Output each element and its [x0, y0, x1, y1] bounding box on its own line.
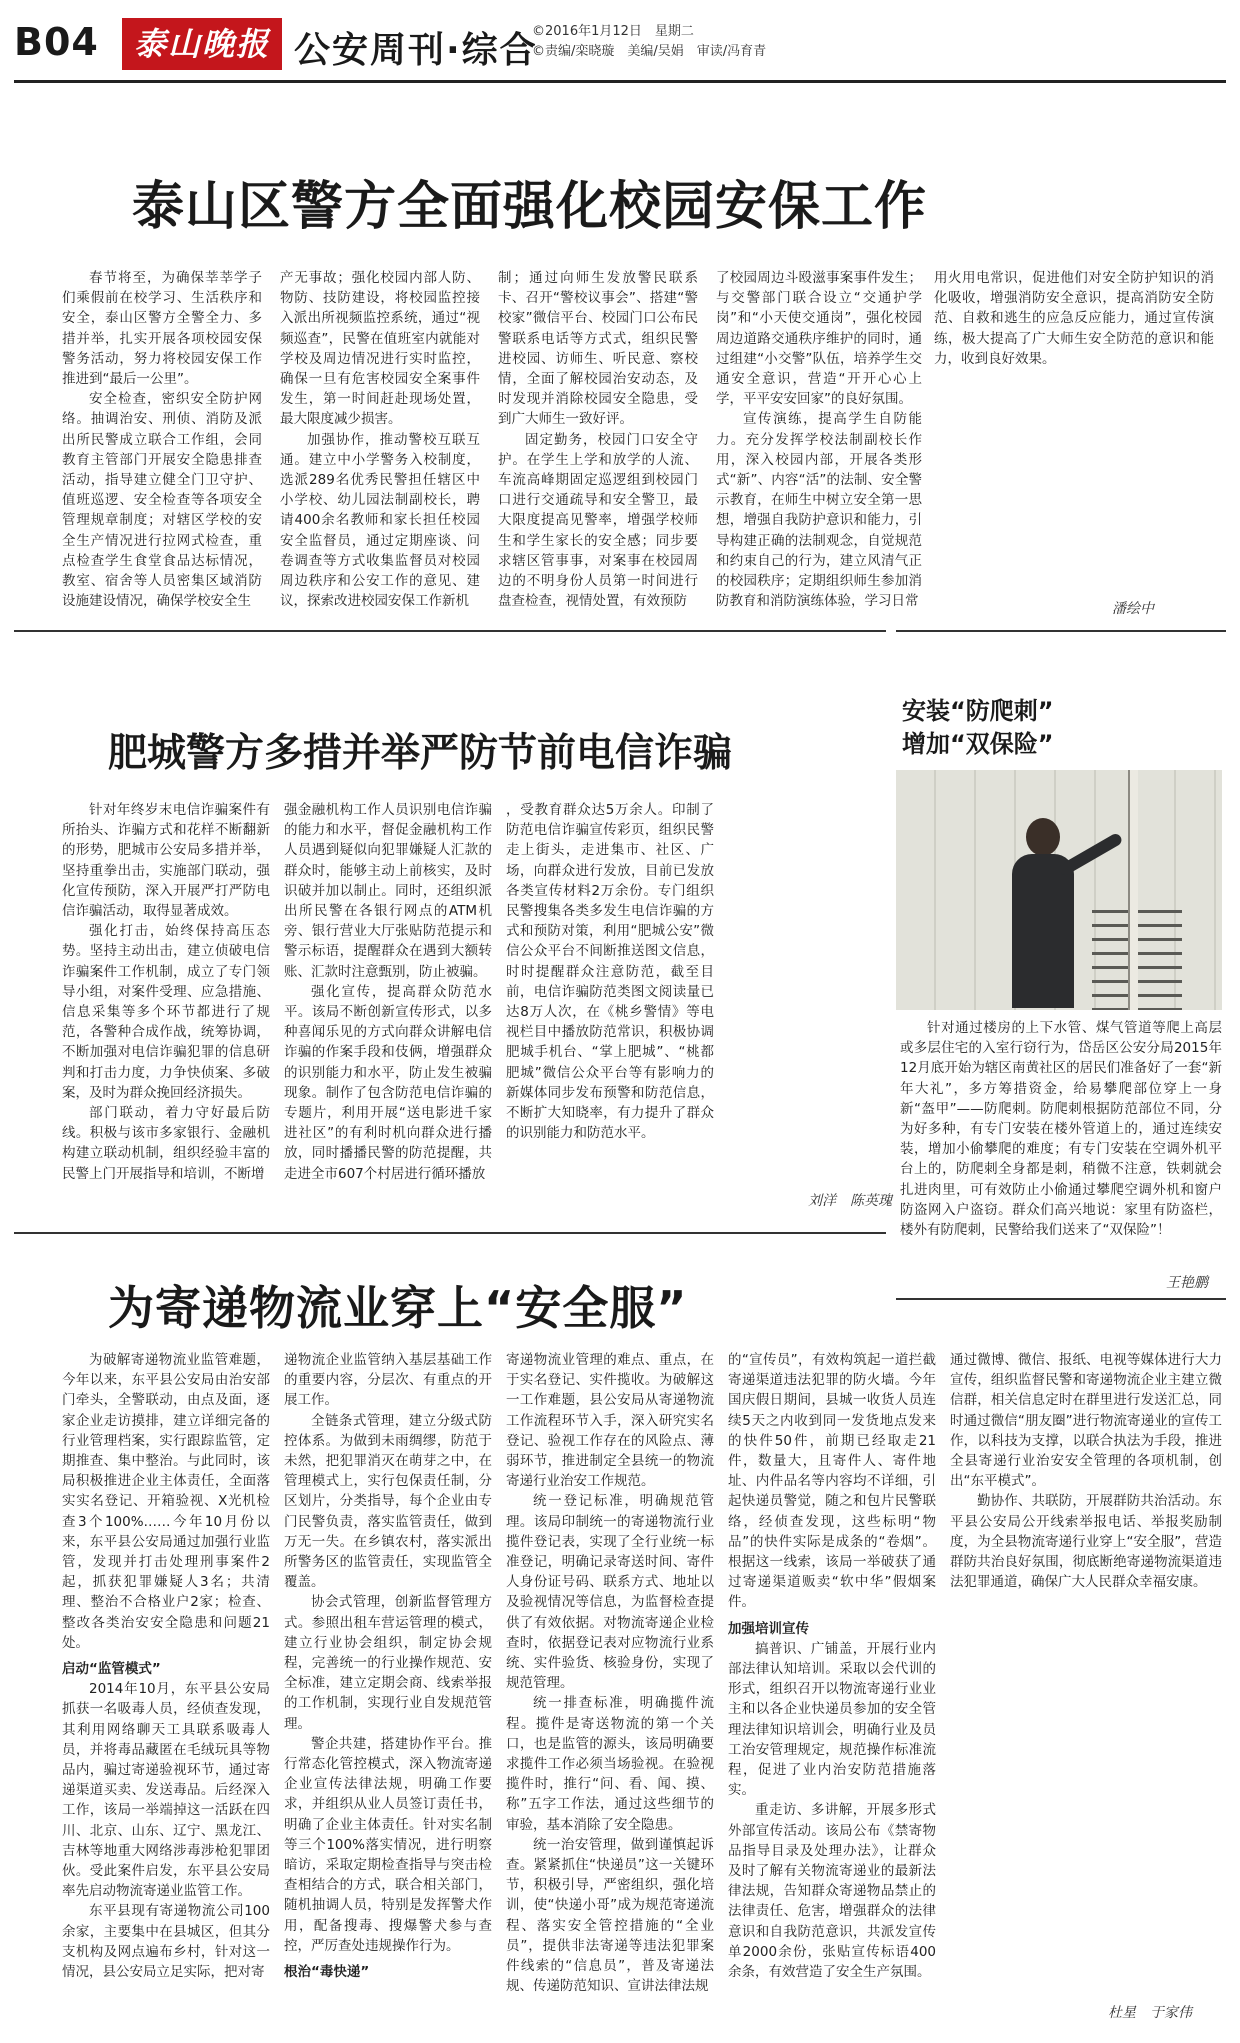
paragraph: 强金融机构工作人员识别电信诈骗的能力和水平，督促金融机构工作人员遇到疑似向犯罪嫌疑人汇款的群众时，能够主动上前核实，及时识破并加以制止。同时，还组织派出所民警在各银行网点的ATM机旁、银行营业大厅张贴防范提示和警示标语，提醒群众在遇到大额转账、汇款时注意甄别，防止被骗。	[284, 802, 492, 980]
paragraph: 用火用电常识，促进他们对安全防护知识的消化吸收，增强消防安全意识，提高消防安全防范、自救和逃生的应急反应能力，通过宣传演练，极大提高了广大师生安全防范的意识和能力，收到良好效果。	[934, 270, 1214, 367]
article2-byline: 刘洋 陈英瑰	[808, 1193, 892, 1209]
article2-headline: 肥城警方多措并举严防节前电信诈骗	[108, 731, 733, 776]
sidebar-headline	[902, 695, 1054, 761]
paragraph: 强化宣传，提高群众防范水平。该局不断创新宣传形式，以多种喜闻乐见的方式向群众讲解电信诈骗的作案手段和伎俩，增强群众的识别能力和水平，防止发生被骗现象。制作了包含防范电信诈骗的专题片，利用开展“送电影进千家进社区”的有利时机向群众进行播放，同时播播民警的防范提醒，共走进全市607个村居进行循环播放	[284, 983, 492, 1182]
divider	[14, 630, 886, 632]
page-number: B04	[14, 20, 99, 64]
article1-column-2	[280, 268, 480, 618]
article3-column-4	[728, 1350, 936, 2000]
paragraph: 搞普识、广铺盖，开展行业内部法律认知培训。采取以会代训的形式，组织召开以物流寄递行业业主和以各企业快递员参加的安全管理法律知识培训会，明确行业及员工治安管理规定，规范操作标准流程，促进了业内治安防范措施落实。	[728, 1640, 936, 1799]
paragraph: 了校园周边斗殴滋事案事件发生；与交警部门联合设立“交通护学岗”和“小天使交通岗”，强化校园周边道路交通秩序维护的同时，通过组建“小交警”队伍，培养学生交通安全意识，营造“开开心心上学，平平安安回家”的良好氛围。	[716, 270, 922, 408]
paragraph: 协会式管理，创新监督管理方式。参照出租车营运管理的模式，建立行业协会组织，制定协会规程，完善统一的行业操作规范、安全标准，建立定期会商、线索举报的工作机制，实现行业自发规范管理。	[284, 1594, 492, 1732]
paragraph: 安全检查，密织安全防护网络。抽调治安、刑侦、消防及派出所民警成立联合工作组，会同教育主管部门开展安全隐患排查活动，指导建立健全门卫守护、值班巡逻、安全检查等各项安全管理规章制度；对辖区学校的安全生产情况进行拉网式检查，重点检查学生食堂食品达标情况，教室、宿舍等人员密集区域消防设施建设情况，确保学校安全生	[62, 391, 262, 610]
article1-column-5	[934, 268, 1214, 588]
paragraph: 2014年10月，东平县公安局抓获一名吸毒人员，经侦查发现，其利用网络聊天工具联系吸毒人员，并将毒品藏匿在毛绒玩具等物品内，骗过寄递验视环节，通过寄递渠道买卖、发送毒品。后经深入工作，该局一举端掉这一活跃在四川、北京、山东、辽宁、黑龙江、吉林等地重大网络涉毒涉枪犯罪团伙。受此案件启发，东平县公安局率先启动物流寄递业监管工作。	[62, 1681, 270, 1900]
masthead	[14, 14, 1226, 76]
paragraph: ，受教育群众达5万余人。印制了防范电信诈骗宣传彩页，组织民警走上街头，走进集市、社区、广场，向群众进行发放，目前已发放各类宣传材料2万余份。专门组织民警搜集各类多发生电信诈骗的方式和预防对策，利用“肥城公安”微信公众平台不间断推送图文信息，时时提醒群众注意防范，截至目前，电信诈骗防范类图文阅读量已达8万人次，在《桃乡警情》等电视栏目中播放防范常识，积极协调肥城手机台、“掌上肥城”、“桃都肥城”微信公众平台等有影响力的新媒体同步发布预警和防范信息，不断扩大知晓率，有力提升了群众的识别能力和防范水平。	[506, 802, 714, 1142]
masthead-rule	[14, 80, 1226, 83]
newspaper-logo: 泰山晚报	[122, 18, 282, 70]
paragraph: 勤协作、共联防，开展群防共治活动。东平县公安局公开线索举报电话、举报奖励制度，为全县物流寄递行业穿上“安全服”，营造群防共治良好氛围，彻底断绝寄递物流渠道违法犯罪通道，确保广大人民群众幸福安康。	[950, 1493, 1222, 1591]
paragraph: 强化打击，始终保持高压态势。坚持主动出击，建立侦破电信诈骗案件工作机制，成立了专门领导小组，对案件受理、应急措施、信息采集等多个环节都进行了规范，各警种合成作战，统筹协调，不断加强对电信诈骗犯罪的信息研判和打击力度，力争快侦案、多破案，及时为群众挽回经济损失。	[62, 923, 270, 1101]
paragraph: 制；通过向师生发放警民联系卡、召开“警校议事会”、搭建“警校家”微信平台、校园门口公布民警联系电话等方式式，组织民警进校园、访师生、听民意、察校情，全面了解校园治安动态，及时发现并消除校园安全隐患，受到广大师生一致好评。	[498, 270, 698, 428]
paragraph: 通过微博、微信、报纸、电视等媒体进行大力宣传，组织监督民警和寄递物流企业主建立微信群，相关信息定时在群里进行发送汇总，同时通过微信“朋友圈”进行物流寄递业的宣传工作，以科技为支撑，以联合执法为手段，推进全县寄递行业治安安全管理的各项机制，创出“东平模式”。	[950, 1352, 1222, 1490]
article3-column-3	[506, 1350, 714, 2000]
person-figure	[1008, 818, 1078, 1008]
paragraph: 产无事故；强化校园内部人防、物防、技防建设，将校园监控接入派出所视频监控系统，通过“视频巡查”，民警在值班室内就能对学校及周边情况进行实时监控，确保一旦有危害校园安全案事件发生，第一时间赶赴现场处置，最大限度减少损害。	[280, 270, 480, 428]
article3-byline: 杜星 于家伟	[1108, 2005, 1192, 2021]
paragraph: 统一排查标准，明确揽件流程。揽件是寄送物流的第一个关口，也是监管的源头，该局明确要求揽件工作必须当场验视。在验视揽件时，推行“问、看、闻、摸、称”五字工作法，通过这些细节的审验，基本消除了安全隐患。	[506, 1695, 714, 1833]
article1-column-4	[716, 268, 922, 618]
paragraph: 重走访、多讲解，开展多形式外部宣传活动。该局公布《禁寄物品指导目录及处理办法》，让群众及时了解有关物流寄递业的最新法律法规，告知群众寄递物品禁止的法律责任、危害，增强群众的法律意识和自我防范意识，共派发宣传单2000余份，张贴宣传标语400余条，有效营造了安全生产氛围。	[728, 1802, 936, 1981]
subheading: 加强培训宣传	[728, 1620, 809, 1637]
subheading: 根治“毒快递”	[284, 1964, 370, 1981]
sidebar-headline-line2: 增加“双保险”	[902, 730, 1054, 758]
editors-line: ©责编/栾晓璇 美编/吴娟 审读/冯育青	[532, 44, 767, 59]
paragraph: 针对通过楼房的上下水管、煤气管道等爬上高层或多层住宅的入室行窃行为，岱岳区公安分局2015年12月底开始为辖区南黄社区的居民们准备好了一套“新年大礼”，多方筹措资金，给易攀爬部位穿上一身新“盔甲”——防爬刺。防爬刺根据防范部位不同，分为好多种，有专门安装在楼外管道上的，通过连续安装，增加小偷攀爬的难度；有专门安装在空调外机平台上的，防爬刺全身都是刺，稍微不注意，铁刺就会扎进肉里，可有效防止小偷通过攀爬空调外机和窗户防盗网入户盗窃。群众们高兴地说：家里有防盗栏，楼外有防爬刺，民警给我们送来了“双保险”！	[900, 1020, 1222, 1239]
article1-column-3	[498, 268, 698, 618]
paragraph: 固定勤务，校园门口安全守护。在学生上学和放学的人流、车流高峰期固定巡逻组到校园门口进行交通疏导和安全警卫，最大限度提高见警率，增强学校师生和学生家长的安全感；同步要求辖区管事事，对案事在校园周边的不明身份人员第一时间进行盘查检查，视情处置，有效预防	[498, 431, 698, 610]
sidebar-byline: 王艳鹏	[1166, 1275, 1208, 1291]
article3-column-2	[284, 1350, 492, 2000]
divider	[896, 1298, 1226, 1300]
article1-column-1	[62, 268, 262, 618]
paragraph: 全链条式管理，建立分级式防控体系。为做到未雨绸缪，防范于未然，把犯罪消灭在萌芽之中，在管理模式上，实行包保责任制，分区划片，分类指导，每个企业由专门民警负责，落实监管责任，做到万无一失。在乡镇农村，落实派出所警务区的监管责任，实现监管全覆盖。	[284, 1412, 492, 1591]
article3-headline: 为寄递物流业穿上“安全服”	[108, 1281, 688, 1335]
divider	[896, 630, 1226, 632]
section-title: 公安周刊·综合	[294, 30, 538, 71]
paragraph: 东平县现有寄递物流公司100余家，主要集中在县城区，但其分支机构及网点遍布乡村，针对这一情况，县公安局立足实际，把对寄	[62, 1903, 270, 1981]
article2-column-3	[506, 800, 714, 1200]
paragraph: 为破解寄递物流业监管难题，今年以来，东平县公安局由治安部门牵头，全警联动，由点及面，逐家企业走访摸排，建立详细完备的行业管理档案，实行跟踪监管，定期推查、集中整治。与此同时，该局积极推进企业主体责任，全面落实实名登记、开箱验视、X光机检查3个100%……今年10月份以来，东平县公安局通过加强行业监管，发现并打击处理刑事案件2起，抓获犯罪嫌疑人3名；共清理、整治不合格业户2家；检查、整改各类治安安全隐患和问题21处。	[62, 1352, 270, 1651]
sidebar-headline-line1: 安装“防爬刺”	[902, 697, 1054, 725]
article1-headline: 泰山区警方全面强化校园安保工作	[132, 177, 928, 237]
article2-column-1	[62, 800, 270, 1200]
paragraph: 警企共建，搭建协作平台。推行常态化管控模式，深入物流寄递企业宣传法律法规，明确工作要求，并组织从业人员签订责任书，明确了企业主体责任。针对实名制等三个100%落实情况，进行明察暗访，采取定期检查指导与突击检查相结合的方式，联合相关部门，随机抽调人员，特别是发挥警犬作用，配备搜毒、搜爆警犬参与查控，严厉查处违规操作行为。	[284, 1735, 492, 1954]
article3-column-1	[62, 1350, 270, 2000]
article3-column-5	[950, 1350, 1222, 2000]
news-photo	[896, 770, 1222, 1010]
paragraph: 统一登记标准，明确规范管理。该局印制统一的寄递物流行业揽件登记表，实现了全行业统一标准登记，明确记录寄送时间、寄件人身份证号码、联系方式、地址以及验视情况等信息，为监督检查提供了有效依据。对物流寄递企业检查时，依据登记表对应物流行业系统、实件验货、核验身份，实现了规范管理。	[506, 1493, 714, 1692]
paragraph: 递物流企业监管纳入基层基础工作的重要内容，分层次、有重点的开展工作。	[284, 1352, 492, 1409]
sidebar-column-1	[900, 1018, 1222, 1268]
date-editors	[532, 22, 766, 62]
article2-column-2	[284, 800, 492, 1200]
paragraph: 宣传演练，提高学生自防能力。充分发挥学校法制副校长作用，深入校园内部，开展各类形式“新”、内容“活”的法制、安全警示教育，在师生中树立安全第一思想，增强自我防护意识和能力，引导构建正确的法制观念，自觉规范和约束自己的行为，建立风清气正的校园秩序；定期组织师生参加消防教育和消防演练体验，学习日常	[716, 411, 922, 610]
paragraph: 部门联动，着力守好最后防线。积极与该市多家银行、金融机构建立联动机制，组织经验丰富的民警上门开展指导和培训，不断增	[62, 1105, 270, 1182]
divider	[14, 1232, 886, 1234]
paragraph: 统一治安管理，做到谨慎起诉查。紧紧抓住“快递员”这一关键环节，积极引导，严密组织，强化培训，使“快递小哥”成为规范寄递流程、落实安全管控措施的“全业员”，提供非法寄递等违法犯罪案件线索的“信息员”，普及寄递法规、传递防范知识、宣讲法律法规	[506, 1836, 714, 1995]
article1-byline: 潘绘中	[1112, 601, 1154, 617]
paragraph: 针对年终岁末电信诈骗案件有所抬头、诈骗方式和花样不断翻新的形势，肥城市公安局多措并举，坚持重拳出击，实施部门联动，强化宣传预防，深入开展严打严防电信诈骗活动，取得显著成效。	[62, 802, 270, 920]
paragraph: 的“宣传员”，有效构筑起一道拦截寄递渠道违法犯罪的防火墙。今年国庆假日期间，县城一收货人员连续5天之内收到同一发货地点发来的快件50件，前期已经取走21件，数量大，且寄件人、寄件地址、内件品名等内容均不详细，引起快递员警觉，随之和包片民警联络，经侦查发现，这些标明“物品”的快件实际是成条的“卷烟”。根据这一线索，该局一举破获了通过寄递渠道贩卖“软中华”假烟案件。	[728, 1352, 936, 1611]
paragraph: 春节将至，为确保莘莘学子们乘假前在校学习、生活秩序和安全，泰山区警方全警全力、多措并举，扎实开展各项校园安保警务活动，努力将校园安保工作推进到“最后一公里”。	[62, 270, 262, 388]
subheading: 启动“监管模式”	[62, 1661, 161, 1678]
date-line: ©2016年1月12日 星期二	[532, 24, 694, 39]
paragraph: 加强协作，推动警校互联互通。建立中小学警务入校制度，选派289名优秀民警担任辖区中小学校、幼儿园法制副校长，聘请400余名教师和家长担任校园安全监督员，通过定期座谈、问卷调查等方式收集监督员对校园周边秩序和公安工作的意见、建议，探索改进校园安保工作新机	[280, 431, 480, 610]
paragraph: 寄递物流业管理的难点、重点，在于实名登记、实件揽收。为破解这一工作难题，县公安局从寄递物流工作流程环节入手，深入研究实名登记、验视工作存在的风险点、薄弱环节，推进制定全县统一的物流寄递行业治安工作规范。	[506, 1352, 714, 1490]
